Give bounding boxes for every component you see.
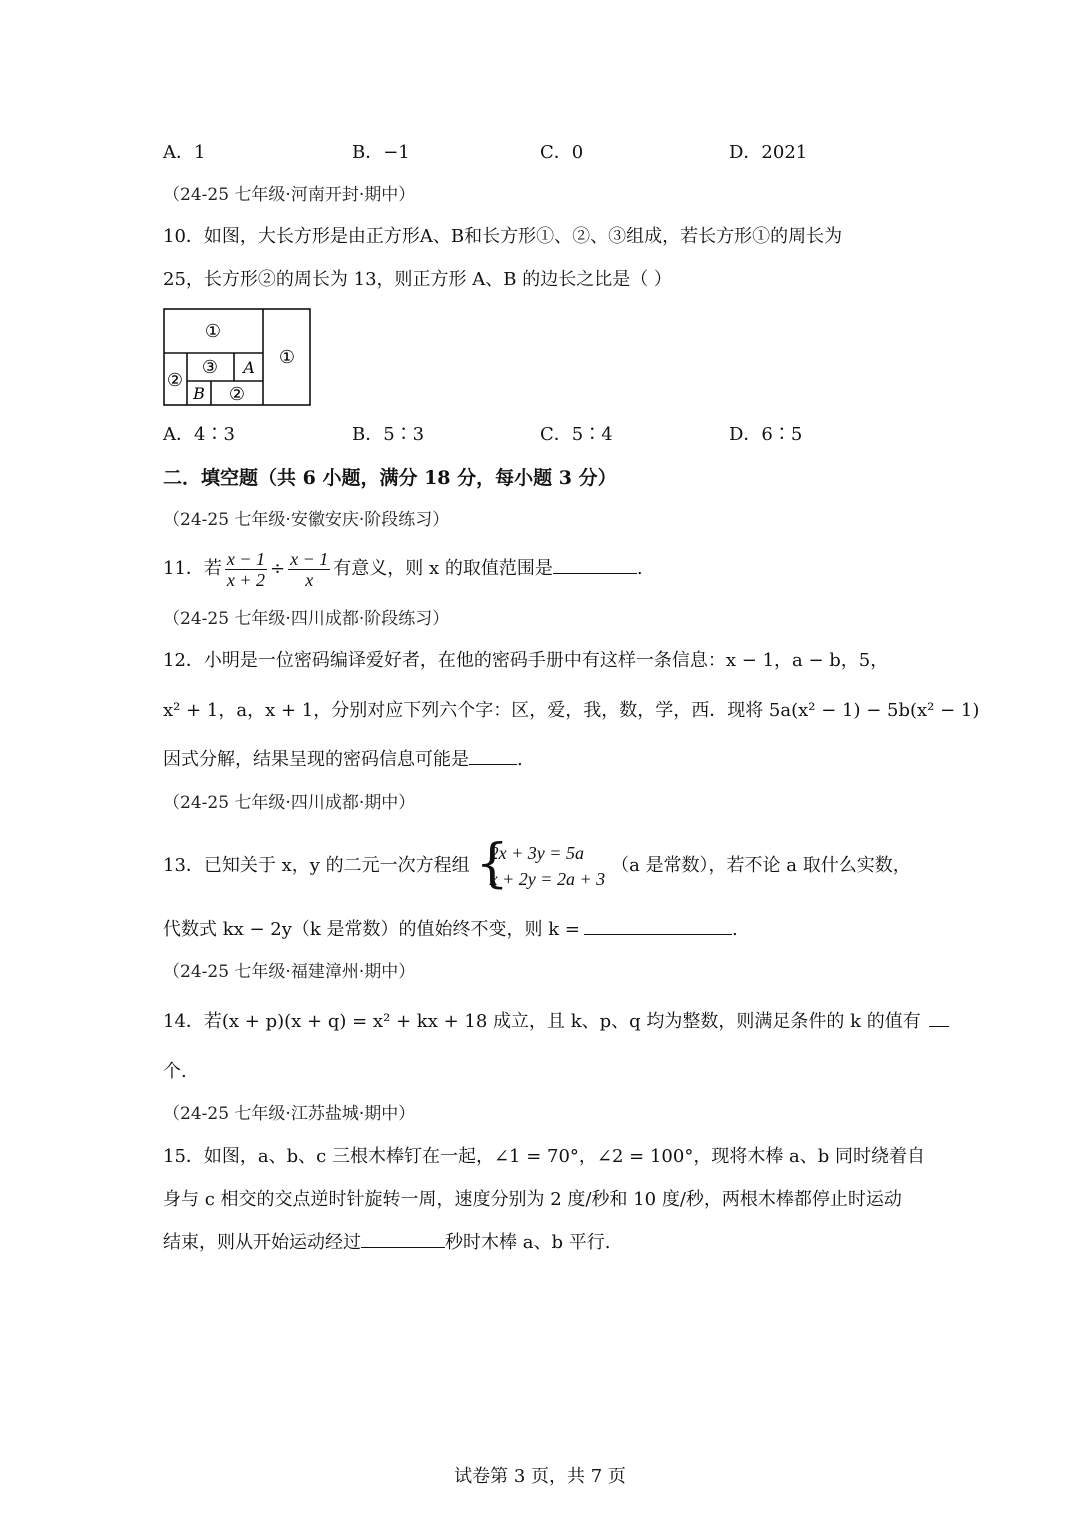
q12-answer-blank[interactable] — [469, 746, 517, 765]
q12-text-line1: 12．小明是一位密码编译爱好者，在他的密码手册中有这样一条信息：x − 1，a − b，5， — [163, 650, 889, 671]
q14-answer-blank[interactable] — [929, 1008, 949, 1027]
figure-label-top-1: ① — [204, 321, 222, 342]
q10-text-line1: 10．如图，大长方形是由正方形A、B和长方形①、②、③组成，若长方形①的周长为 — [163, 226, 843, 247]
q11-frac2-num: x − 1 — [290, 548, 329, 569]
q9-option-b: B．−1 — [352, 142, 410, 163]
q15-text-line2: 身与 c 相交的交点逆时针旋转一周，速度分别为 2 度/秒和 10 度/秒，两根木棒都停止时运动 — [163, 1189, 902, 1210]
q13-answer-blank[interactable] — [584, 916, 732, 935]
page-footer: 试卷第 3 页，共 7 页 — [454, 1466, 626, 1487]
q13-line2-text: 代数式 kx − 2y（k 是常数）的值始终不变，则 k = — [163, 919, 580, 940]
figure-label-mid-3: ③ — [201, 357, 219, 378]
q11-frac1-den: x + 2 — [226, 569, 266, 590]
q12-line3-text: 因式分解，结果呈现的密码信息可能是 — [163, 749, 469, 770]
q11-operator: ÷ — [270, 558, 286, 579]
q13-text-line2 — [163, 916, 920, 944]
q15-line3-text: 结束，则从开始运动经过 — [163, 1232, 361, 1253]
q11-fraction-1 — [225, 549, 267, 590]
q10-option-c: C．5∶4 — [540, 424, 613, 445]
q13-equation-1: 2x + 3y = 5a — [489, 843, 584, 863]
q11-frac1-num: x − 1 — [226, 548, 266, 569]
q10-option-a: A．4∶3 — [163, 424, 235, 445]
figure-label-right-1: ① — [278, 347, 296, 368]
q14-source: （24-25 七年级·福建漳州·期中） — [163, 962, 416, 982]
q12-text-line3 — [163, 746, 920, 774]
figure-label-b: B — [193, 384, 205, 403]
q13-brace: { — [475, 834, 509, 894]
q15-text-line1: 15．如图，a、b、c 三根木棒钉在一起，∠1 = 70°，∠2 = 100°，现将木棒 a、b 同时绕着自 — [163, 1146, 926, 1167]
q10-option-b: B．5∶3 — [352, 424, 425, 445]
q15-line3-suffix: 秒时木棒 a、b 平行. — [445, 1232, 611, 1253]
q15-text-line3 — [163, 1229, 920, 1257]
q14-text-line1 — [163, 1008, 920, 1036]
q13-equation-system — [475, 834, 606, 894]
q10-text-line2: 25，长方形②的周长为 13，则正方形 A、B 的边长之比是（ ） — [163, 269, 672, 290]
q11-source: （24-25 七年级·安徽安庆·阶段练习） — [163, 510, 450, 530]
q13-suffix: （a 是常数），若不论 a 取什么实数， — [611, 855, 911, 876]
q13-text-line1 — [163, 834, 920, 894]
q13-equation-2: x + 2y = 2a + 3 — [489, 869, 606, 889]
q14-line1-text: 14．若(x + p)(x + q) = x² + kx + 18 成立，且 k、p、q 均为整数，则满足条件的 k 的值有 — [163, 1011, 921, 1032]
q12-text-line2: x² + 1，a，x + 1，分别对应下列六个字：区，爱，我，数，学，西．现将 5a(x² − 1) − 5b(x² − 1) — [163, 700, 980, 721]
q10-rectangle-figure — [163, 308, 313, 408]
q11-prefix: 11．若 — [163, 558, 222, 579]
q12-source: （24-25 七年级·四川成都·阶段练习） — [163, 609, 450, 629]
q11-fraction-2 — [288, 549, 330, 590]
q13-line2-suffix: . — [732, 919, 738, 940]
q10-source: （24-25 七年级·河南开封·期中） — [163, 185, 416, 205]
q9-option-d: D．2021 — [729, 142, 808, 163]
q11-answer-blank[interactable] — [553, 555, 637, 574]
q15-answer-blank[interactable] — [361, 1229, 445, 1248]
q13-prefix: 13．已知关于 x，y 的二元一次方程组 — [163, 855, 470, 876]
q11-frac2-den: x — [305, 569, 314, 590]
q9-option-a: A．1 — [163, 142, 206, 163]
q13-source: （24-25 七年级·四川成都·期中） — [163, 793, 416, 813]
q11-mid-text: 有意义，则 x 的取值范围是 — [333, 558, 553, 579]
figure-label-a: A — [243, 358, 255, 377]
q11-text — [163, 547, 920, 591]
q15-source: （24-25 七年级·江苏盐城·期中） — [163, 1104, 416, 1124]
q14-text-line2: 个. — [163, 1061, 187, 1082]
q10-option-d: D．6∶5 — [729, 424, 803, 445]
q9-option-c: C．0 — [540, 142, 584, 163]
q11-suffix: . — [636, 558, 643, 579]
figure-label-bottom-2: ② — [228, 384, 246, 405]
q12-suffix: . — [517, 749, 523, 770]
figure-label-left-2: ② — [166, 370, 184, 391]
section-2-heading: 二．填空题（共 6 小题，满分 18 分，每小题 3 分） — [163, 467, 617, 489]
